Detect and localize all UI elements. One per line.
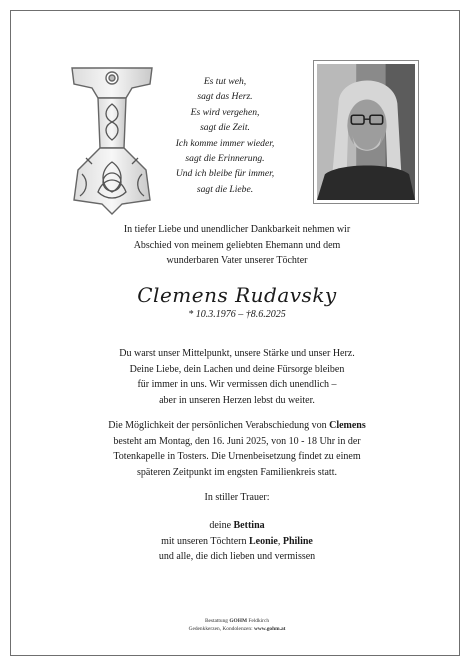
- footer-text: Gedenkkerzen, Kondolenzen:: [188, 625, 253, 632]
- born-symbol: *: [188, 309, 194, 320]
- mourner-name: Bettina: [233, 520, 265, 531]
- footer-link[interactable]: www.gohm.at: [253, 625, 286, 632]
- mourners: [80, 518, 394, 565]
- poem-line: Es wird vergehen,: [190, 106, 260, 118]
- tribute-line: für immer in uns. Wir vermissen dich unendlich –: [137, 379, 337, 391]
- footer-line: [80, 626, 394, 634]
- tribute-text: [80, 346, 394, 408]
- farewell-line: besteht am Montag, den 16. Juni 2025, von 10 - 18 Uhr in der: [113, 435, 361, 447]
- farewell-text: Die Möglichkeit der persönlichen Verabschiedung von: [108, 420, 327, 431]
- died-date: 8.6.2025: [250, 309, 286, 320]
- deceased-name: Clemens Rudavsky: [137, 283, 337, 307]
- mourner-line: und alle, die dich lieben und vermissen: [158, 551, 316, 563]
- footer: [80, 618, 394, 633]
- footer-brand: GOHM: [229, 618, 248, 624]
- farewell-line: [80, 418, 394, 434]
- poem-line: sagt die Erinnerung.: [185, 153, 265, 165]
- tribute-line: Du warst unser Mittelpunkt, unsere Stärke und unser Herz.: [119, 348, 355, 359]
- born-date: 10.3.1976: [195, 309, 236, 320]
- portrait-photo: [313, 60, 419, 204]
- intro-line: wunderbaren Vater unserer Töchter: [166, 255, 308, 267]
- date-separator: –: [235, 309, 246, 320]
- footer-text: Bestattung: [204, 618, 228, 624]
- poem-line: Ich komme immer wieder,: [175, 137, 275, 149]
- mourner-text: deine: [209, 520, 232, 531]
- poem-line: Und ich bleibe für immer,: [175, 168, 275, 180]
- poem-line: Es tut weh,: [203, 76, 247, 87]
- life-dates: [80, 309, 394, 320]
- poem: [160, 74, 290, 197]
- intro-line: In tiefer Liebe und unendlicher Dankbarkeit nehmen wir: [123, 224, 351, 235]
- tribute-line: Deine Liebe, dein Lachen und deine Fürsorge bleiben: [129, 363, 345, 375]
- farewell-line: späteren Zeitpunkt im engsten Familienkreis statt.: [137, 466, 337, 478]
- mourner-separator: ,: [277, 535, 281, 547]
- footer-text: Feldkirch: [248, 618, 270, 624]
- poem-line: sagt die Zeit.: [200, 122, 250, 134]
- intro-line: Abschied von meinem geliebten Ehemann und dem: [133, 239, 341, 251]
- poem-line: sagt die Liebe.: [196, 183, 254, 195]
- mourner-text: mit unseren Töchtern: [161, 535, 247, 547]
- farewell-line: Totenkapelle in Tosters. Die Urnenbeisetzung findet zu einem: [113, 451, 361, 463]
- mourner-name: Philine: [282, 535, 313, 547]
- thors-hammer-icon: [62, 58, 162, 218]
- mourner-name: Leonie: [248, 535, 278, 547]
- farewell-info: [80, 418, 394, 480]
- tribute-line: aber in unseren Herzen lebst du weiter.: [159, 394, 315, 406]
- died-symbol: †: [245, 309, 251, 320]
- mourner-line: [80, 518, 394, 534]
- mourner-line: [80, 534, 394, 550]
- intro-text: [80, 222, 394, 269]
- poem-line: sagt das Herz.: [197, 91, 253, 103]
- mourning-heading: In stiller Trauer:: [204, 492, 270, 503]
- farewell-name: Clemens: [329, 420, 366, 431]
- footer-line: [80, 618, 394, 626]
